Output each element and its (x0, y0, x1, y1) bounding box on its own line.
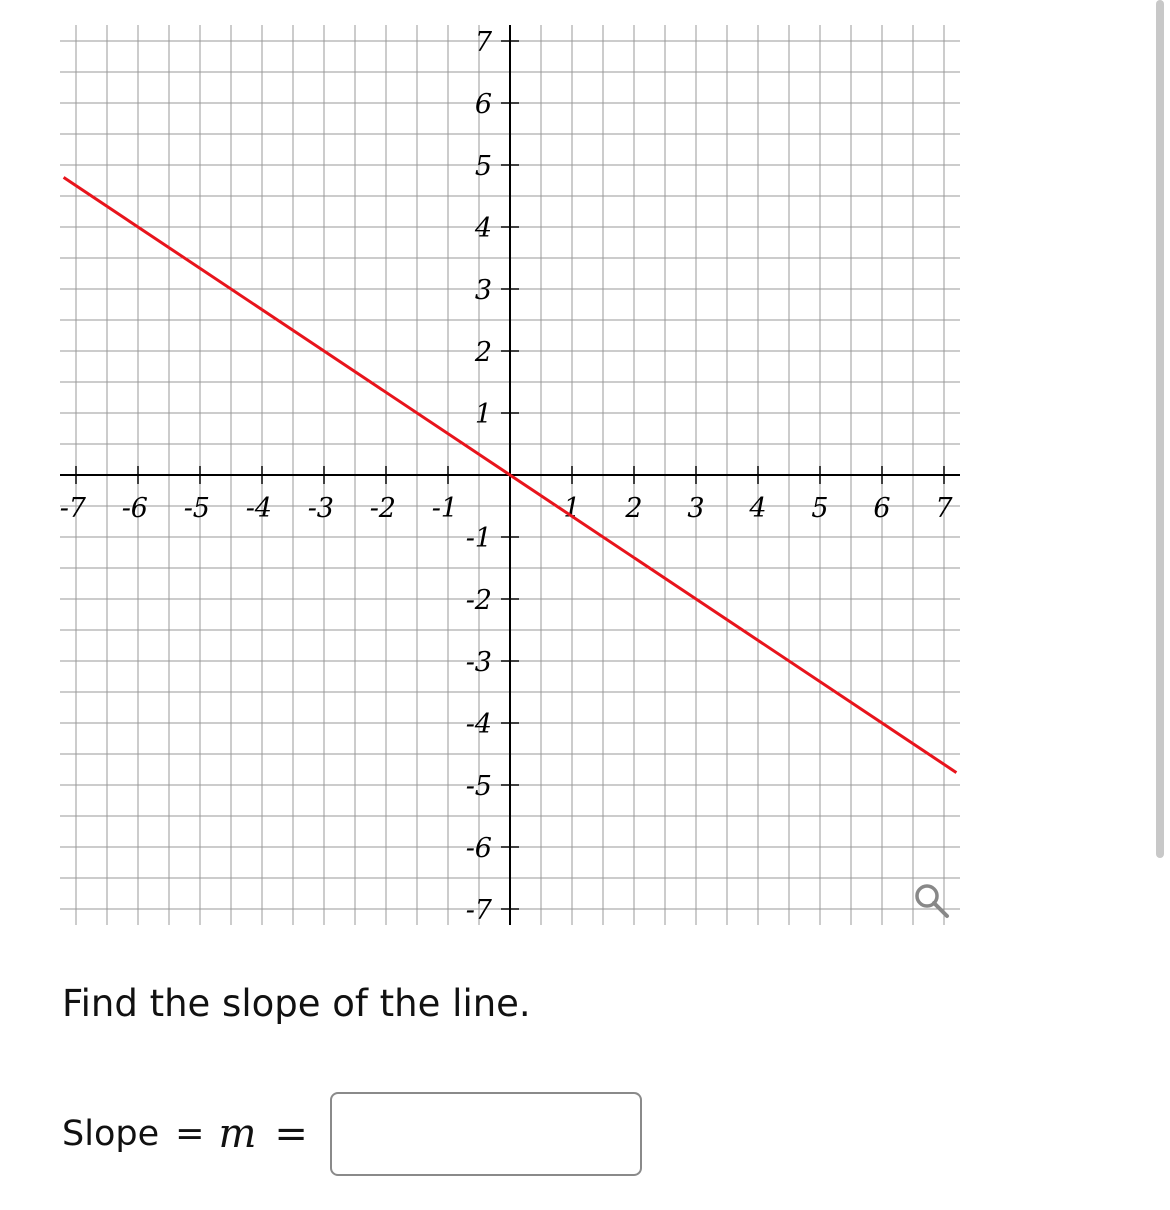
x-tick-label: 7 (935, 493, 953, 524)
x-tick-label: 5 (811, 493, 829, 524)
y-tick-label: -5 (465, 771, 492, 802)
equals-sign: = (175, 1114, 205, 1154)
y-tick-label: -3 (465, 647, 492, 678)
y-tick-label: 4 (474, 213, 492, 244)
x-tick-label: -4 (245, 493, 272, 524)
slope-answer-row (62, 1090, 642, 1178)
y-tick-label: -1 (465, 523, 492, 554)
x-tick-label: -5 (183, 493, 210, 524)
y-tick-label: 6 (474, 89, 492, 120)
y-tick-label: -6 (465, 833, 492, 864)
x-tick-label: 6 (873, 493, 891, 524)
y-tick-label: -7 (465, 895, 492, 926)
y-tick-label: 5 (474, 151, 492, 182)
y-tick-label: 1 (474, 399, 492, 430)
y-tick-label: 7 (474, 27, 492, 58)
y-tick-label: -2 (465, 585, 492, 616)
y-tick-label: -4 (465, 709, 492, 740)
x-tick-label: -2 (369, 493, 396, 524)
question-text: Find the slope of the line. (62, 982, 531, 1025)
x-tick-label: -1 (431, 493, 458, 524)
x-tick-label: -7 (59, 493, 86, 524)
equals-sign-math: = (274, 1111, 308, 1157)
slope-variable: m (218, 1111, 257, 1157)
y-tick-label: 3 (474, 275, 492, 306)
x-tick-label: 2 (625, 493, 643, 524)
magnifier-icon[interactable] (917, 886, 947, 916)
x-tick-label: 4 (749, 493, 767, 524)
y-tick-label: 2 (474, 337, 492, 368)
slope-label: Slope (62, 1114, 160, 1154)
x-tick-label: 1 (563, 493, 581, 524)
x-tick-label: -6 (121, 493, 148, 524)
slope-answer-input[interactable] (330, 1092, 642, 1176)
x-tick-label: -3 (307, 493, 334, 524)
x-tick-label: 3 (687, 493, 705, 524)
scrollbar[interactable] (1156, 0, 1164, 858)
